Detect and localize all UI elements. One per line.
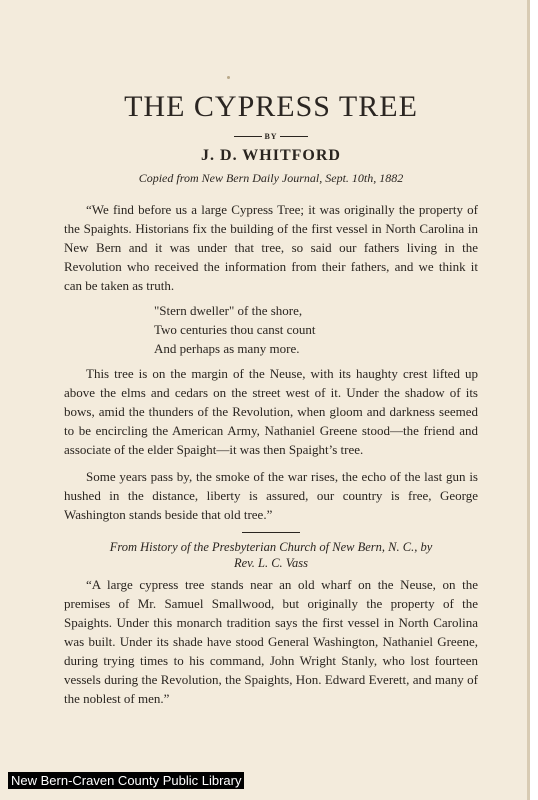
paper-speck <box>227 76 230 79</box>
paragraph-2: This tree is on the margin of the Neuse, with its haughty crest lifted up above the elms and cedars on the street west of it. Under the shadow of its bows, amid the thunders of the Revolution, when gloom and darkness seemed to be encircling the American Army, Nathaniel Greene stood—the friend and associate of the elder Spaight—it was then Spaight’s tree. <box>64 366 478 457</box>
poem-line-2: Two centuries thou canst count <box>154 322 316 337</box>
library-credit: New Bern-Craven County Public Library <box>8 772 244 789</box>
by-rule-right <box>280 136 308 137</box>
paragraph-1: “We find before us a large Cypress Tree; it was originally the property of the Spaights. Historians fix the building of the first vessel in North Carolina in New Bern and it was under that tree, so said our fathers living in the Revolution who received the information from their fathers, and we think it can be taken as truth. <box>64 202 478 293</box>
poem-line-3: And perhaps as many more. <box>154 341 300 356</box>
paragraph-3: Some years pass by, the smoke of the war rises, the echo of the last gun is hushed in the distance, liberty is assured, our country is free, George Washington stands beside that old tree.” <box>64 469 478 522</box>
second-source-line-2: Rev. L. C. Vass <box>233 556 309 570</box>
poem-quote <box>154 301 478 358</box>
by-label: BY <box>264 132 278 141</box>
author-name: J. D. WHITFORD <box>201 147 341 164</box>
by-line <box>64 132 478 141</box>
document-body <box>64 90 478 708</box>
section-divider <box>242 532 300 533</box>
by-rule-left <box>234 136 262 137</box>
poem-line-1: "Stern dweller" of the shore, <box>154 303 303 318</box>
second-source-line-1: From History of the Presbyterian Church of New Bern, N. C., by <box>109 540 433 554</box>
paragraph-4: “A large cypress tree stands near an old wharf on the Neuse, on the premises of Mr. Samuel Smallwood, but originally the property of the Spaights. Under this monarch tradition says the first vessel in North Carolina was built. Under its shade have stood General Washington, Nathaniel Greene, during trying times to his command, John Wright Stanly, who lost fourteen vessels during the Revolution, the Spaights, Hon. Edward Everett, and many of the noblest of men.” <box>64 577 478 706</box>
source-citation: Copied from New Bern Daily Journal, Sept. 10th, 1882 <box>138 171 404 185</box>
document-title: THE CYPRESS TREE <box>124 90 418 123</box>
